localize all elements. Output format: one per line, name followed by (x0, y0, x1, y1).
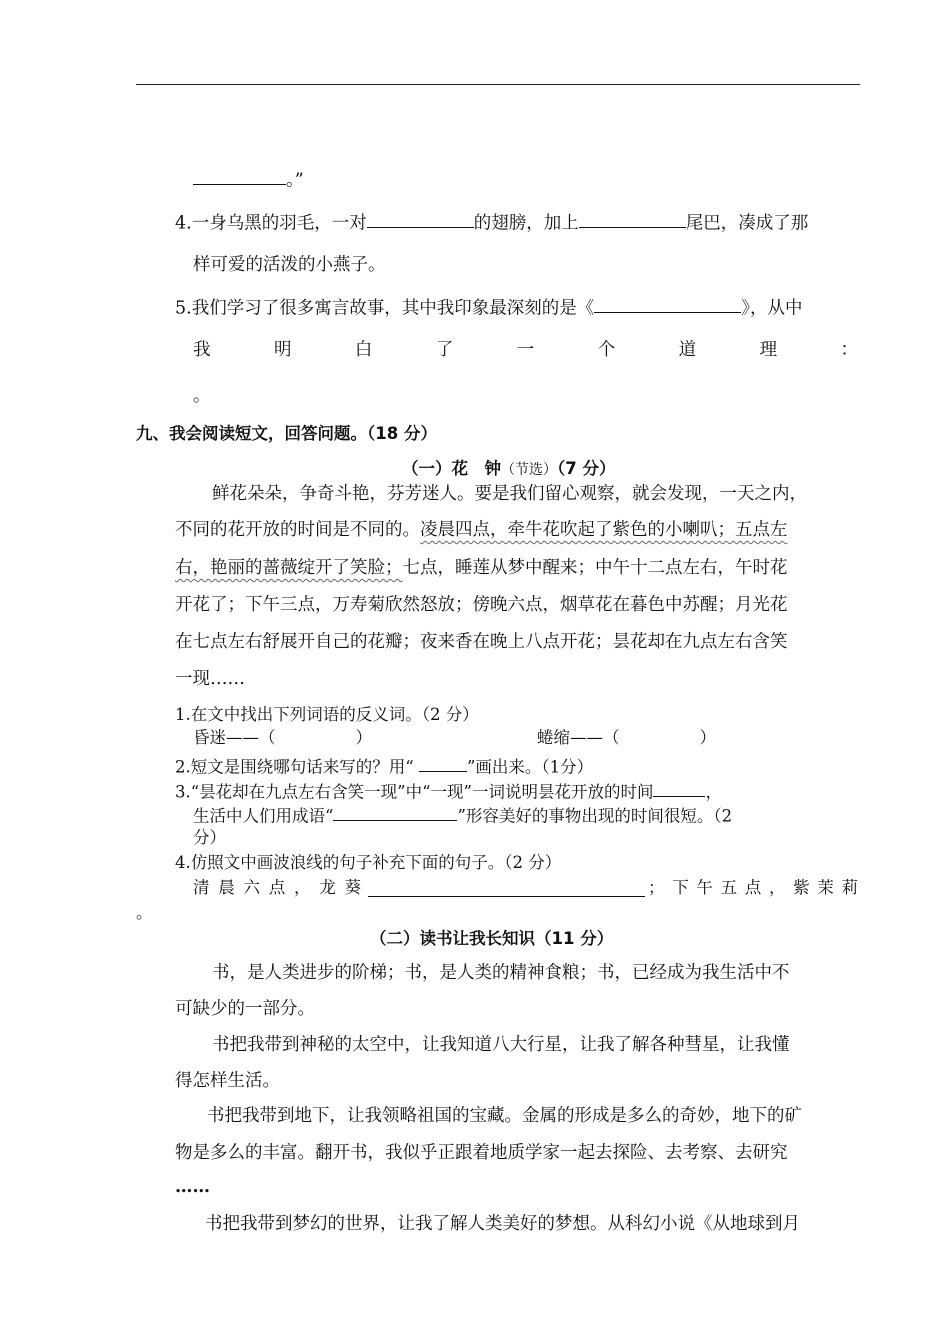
part1-q3-line2: 生活中人们用成语“ ”形容美好的事物出现的时间很短。（2 (193, 803, 732, 826)
part1-q4-end: 。 (136, 903, 153, 922)
part2-para-line3: 书把我带到神秘的太空中，让我知道八大行星，让我了解各种彗星，让我懂 (212, 1035, 790, 1055)
answer-blank[interactable] (333, 803, 457, 821)
part1-para-line4: 开花了；下午三点，万寿菊欣然怒放；傍晚六点，烟草花在暮色中苏醒；月光花 (175, 595, 788, 615)
part2-para-line1: 书，是人类进步的阶梯；书，是人类的精神食粮；书，已经成为我生活中不 (212, 963, 790, 983)
part1-q3-line3: 分） (193, 828, 226, 847)
part2-para-line8: 书把我带到梦幻的世界，让我了解人类美好的梦想。从科幻小说《从地球到月 (205, 1214, 800, 1234)
q8-5-line2: 我 明 白 了 一 个 道 理 ： (193, 340, 858, 360)
section9-heading: 九、我会阅读短文，回答问题。（18 分） (136, 424, 437, 443)
answer-blank[interactable] (193, 166, 286, 185)
part1-q1: 1.在文中找出下列词语的反义词。（2 分） (175, 705, 479, 724)
wavy-underlined-sentence: 凌晨四点，牵牛花吹起了紫色的小喇叭；五点左 (420, 520, 788, 540)
part1-q1-item-b: 蜷缩——（ ） (537, 728, 716, 747)
q8-4-line2: 样可爱的活泼的小燕子。 (193, 255, 386, 275)
wavy-underlined-sentence: 右，艳丽的蔷薇绽开了笑脸； (175, 558, 403, 578)
q8-5-line3: 。 (193, 386, 211, 406)
answer-blank[interactable] (419, 754, 467, 772)
part2-para-line7: …… (175, 1177, 210, 1197)
answer-blank[interactable] (367, 209, 474, 228)
answer-blank[interactable] (653, 779, 705, 797)
part1-para-line3: 右，艳丽的蔷薇绽开了笑脸；七点，睡莲从梦中醒来；中午十二点左右，午时花 (175, 558, 788, 578)
part1-para-line2: 不同的花开放的时间是不同的。凌晨四点，牵牛花吹起了紫色的小喇叭；五点左 (175, 520, 788, 540)
part2-para-line5: 书把我带到地下，让我领略祖国的宝藏。金属的形成是多么的奇妙，地下的矿 (207, 1106, 802, 1126)
part1-q1-item-a: 昏迷——（ ） (193, 728, 372, 747)
q8-5-line1: 5.我们学习了很多寓言故事，其中我印象最深刻的是《 》，从中 (175, 294, 802, 319)
part1-q2: 2.短文是围绕哪句话来写的？用“ ”画出来。（1分） (175, 754, 593, 777)
header-rule (136, 84, 860, 85)
q8-4-line1: 4.一身乌黑的羽毛，一对 的翅膀，加上 尾巴，凑成了那 (175, 209, 808, 234)
part1-q4-right: ； 下 午 五 点 ， 紫 茉 莉 (648, 878, 858, 897)
part1-para-line6: 一现…… (175, 669, 245, 689)
part1-para-line1: 鲜花朵朵，争奇斗艳，芬芳迷人。要是我们留心观察，就会发现，一天之内， (212, 484, 807, 504)
answer-blank[interactable] (594, 294, 741, 313)
q8-3-continuation: 。” (193, 166, 304, 191)
part2-para-line6: 物是多么的丰富。翻开书，我似乎正跟着地质学家一起去探险、去考察、去研究 (175, 1143, 788, 1163)
part1-q4-left: 清 晨 六 点 ， 龙 葵 (193, 878, 361, 897)
part1-title: （一）花 钟（节选）（7 分） (402, 459, 616, 478)
answer-blank[interactable] (368, 896, 645, 897)
part1-para-line5: 在七点左右舒展开自己的花瓣；夜来香在晚上八点开花；昙花却在九点左右含笑 (175, 632, 788, 652)
answer-blank[interactable] (579, 209, 686, 228)
part2-title: （二）读书让我长知识（11 分） (370, 929, 614, 948)
part1-q3-line1: 3.“昙花却在九点左右含笑一现”中“一现”一词说明昙花开放的时间 ， (175, 779, 722, 802)
part2-para-line4: 得怎样生活。 (175, 1071, 280, 1091)
part1-q4: 4.仿照文中画波浪线的句子补充下面的句子。（2 分） (175, 853, 562, 872)
part2-para-line2: 可缺少的一部分。 (175, 999, 315, 1019)
